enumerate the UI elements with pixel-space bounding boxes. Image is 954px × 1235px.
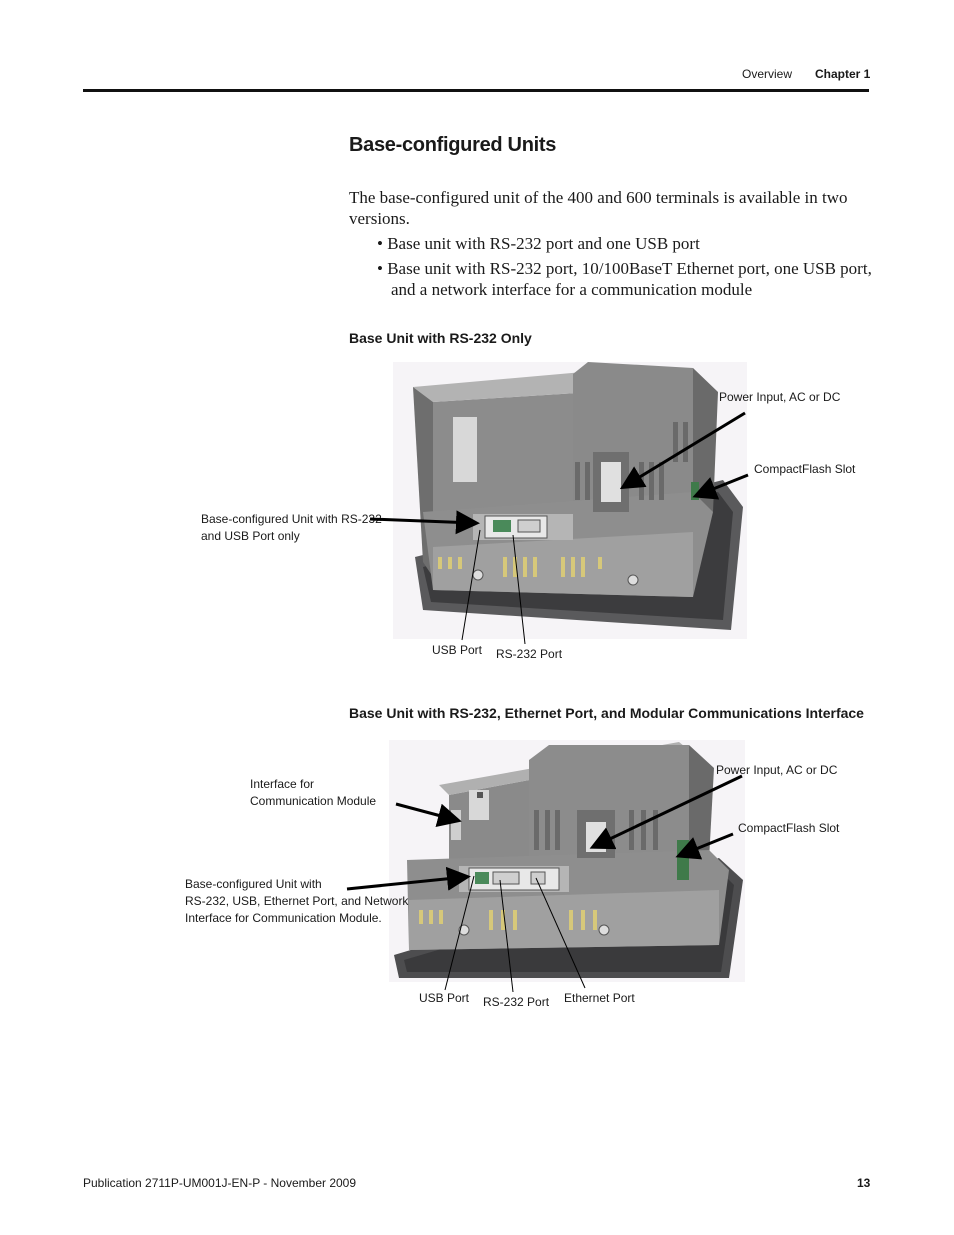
callout-usb-port: USB Port — [432, 643, 483, 657]
leader-rs232 — [500, 880, 513, 992]
arrow-power — [595, 776, 742, 846]
figure1-title: Base Unit with RS-232 Only — [349, 330, 532, 346]
section-title: Base-configured Units — [349, 134, 557, 156]
callout-compactflash-slot: CompactFlash Slot — [738, 821, 840, 835]
arrow-compactflash — [681, 834, 733, 855]
callout-rs232-port: RS-232 Port — [483, 995, 550, 1009]
callout-line: Base-configured Unit with RS-232 — [201, 512, 382, 526]
callout-power-input: Power Input, AC or DC — [719, 390, 841, 404]
callout-line: and USB Port only — [201, 529, 300, 543]
callout-usb-port: USB Port — [419, 991, 470, 1005]
bullet-item: • Base unit with RS-232 port, 10/100BaseT Ethernet port, one USB port, and a network interface for a communication module — [377, 259, 872, 299]
arrow-interface — [396, 804, 456, 820]
leader-usb — [445, 876, 474, 990]
callout-line: Interface for Communication Module. — [185, 911, 382, 925]
callout-line: RS-232, USB, Ethernet Port, and Network — [185, 894, 409, 908]
figure2-title: Base Unit with RS-232, Ethernet Port, and Modular Communications Interface — [349, 705, 864, 721]
page-number: 13 — [857, 1176, 871, 1190]
header-section: Overview — [742, 67, 793, 81]
callout-ethernet-port: Ethernet Port — [564, 991, 635, 1005]
footer-publication: Publication 2711P-UM001J-EN-P - November 2009 — [83, 1176, 357, 1190]
bullet-text: Base unit with RS-232 port and one USB port — [387, 234, 700, 253]
callout-line: Communication Module — [250, 794, 377, 808]
intro-paragraph: The base-configured unit of the 400 and 600 terminals is available in two versions. — [349, 188, 848, 228]
leader-ethernet — [536, 878, 585, 988]
callout-rs232-port: RS-232 Port — [496, 647, 563, 661]
bullet-item: • Base unit with RS-232 port and one USB port — [377, 234, 700, 253]
callout-line: Interface for — [250, 777, 315, 791]
callout-line: Base-configured Unit with — [185, 877, 322, 891]
arrow-base-unit — [347, 877, 465, 889]
header-chapter: Chapter 1 — [815, 67, 871, 81]
callout-power-input: Power Input, AC or DC — [716, 763, 838, 777]
callout-compactflash-slot: CompactFlash Slot — [754, 462, 856, 476]
bullet-text: Base unit with RS-232 port, 10/100BaseT Ethernet port, one USB port, and a network interface for a communication module — [387, 259, 872, 299]
